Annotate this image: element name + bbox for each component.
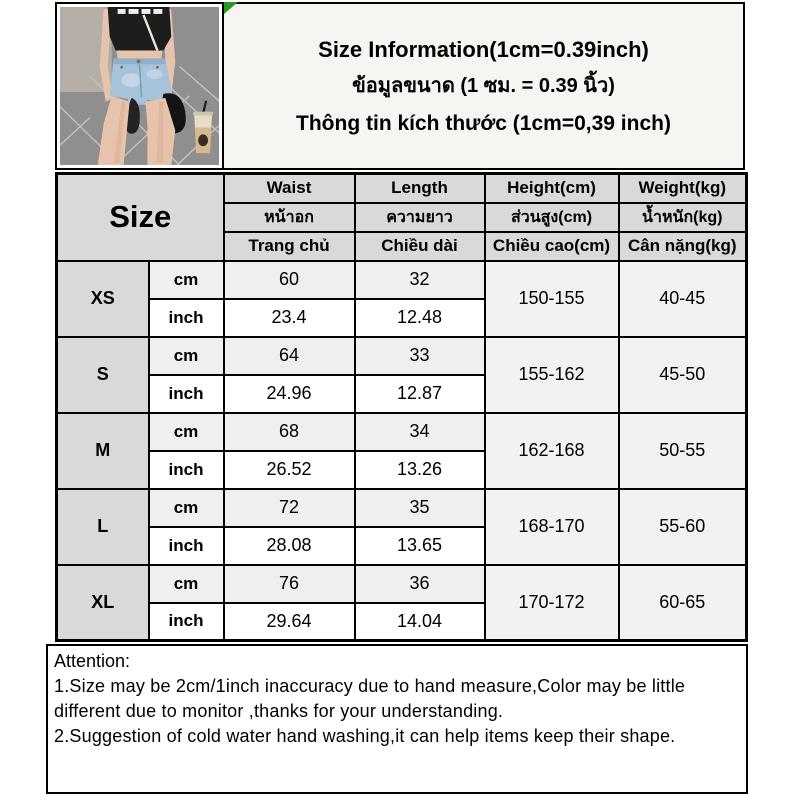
xl-waist-cm: 76 xyxy=(224,565,355,603)
size-info-title-cell xyxy=(224,4,743,168)
col-header-weight-vi: Cân nặng(kg) xyxy=(619,232,747,261)
attention-note-2: 2.Suggestion of cold water hand washing,it can help items keep their shape. xyxy=(54,726,676,746)
s-length-inch: 12.87 xyxy=(355,375,485,413)
col-header-weight-th: น้ำหนัก(kg) xyxy=(619,203,747,232)
l-waist-cm: 72 xyxy=(224,489,355,527)
product-photo xyxy=(60,7,219,165)
col-header-length-vi: Chiều dài xyxy=(355,232,485,261)
xs-height: 150-155 xyxy=(485,261,619,337)
page-title-en: Size Information(1cm=0.39inch) xyxy=(318,36,649,62)
unit-cell-cm: cm xyxy=(149,261,224,299)
xl-waist-inch: 29.64 xyxy=(224,603,355,641)
m-waist-cm: 68 xyxy=(224,413,355,451)
unit-cell-cm: cm xyxy=(149,337,224,375)
table-row-l-cm xyxy=(57,489,747,527)
xl-weight: 60-65 xyxy=(619,565,747,641)
l-waist-inch: 28.08 xyxy=(224,527,355,565)
xs-weight: 40-45 xyxy=(619,261,747,337)
unit-cell-inch: inch xyxy=(149,299,224,337)
size-table-container xyxy=(55,172,748,642)
unit-cell-inch: inch xyxy=(149,603,224,641)
col-header-waist-th: หน้าอก xyxy=(224,203,355,232)
size-cell-l: L xyxy=(57,489,149,565)
table-row-s-cm xyxy=(57,337,747,375)
s-waist-inch: 24.96 xyxy=(224,375,355,413)
s-height: 155-162 xyxy=(485,337,619,413)
size-table xyxy=(55,172,748,642)
unit-cell-inch: inch xyxy=(149,451,224,489)
xl-height: 170-172 xyxy=(485,565,619,641)
unit-cell-cm: cm xyxy=(149,489,224,527)
size-cell-s: S xyxy=(57,337,149,413)
unit-cell-inch: inch xyxy=(149,527,224,565)
title-block xyxy=(55,2,745,170)
m-height: 162-168 xyxy=(485,413,619,489)
s-waist-cm: 64 xyxy=(224,337,355,375)
m-length-inch: 13.26 xyxy=(355,451,485,489)
size-cell-xs: XS xyxy=(57,261,149,337)
col-header-length-en: Length xyxy=(355,174,485,203)
page-title-vi: Thông tin kích thước (1cm=0,39 inch) xyxy=(296,111,671,135)
table-row-m-cm xyxy=(57,413,747,451)
xs-length-inch: 12.48 xyxy=(355,299,485,337)
unit-cell-cm: cm xyxy=(149,565,224,603)
m-waist-inch: 26.52 xyxy=(224,451,355,489)
col-header-height-th: ส่วนสูง(cm) xyxy=(485,203,619,232)
col-header-height-en: Height(cm) xyxy=(485,174,619,203)
col-header-waist-vi: Trang chủ xyxy=(224,232,355,261)
xs-waist-inch: 23.4 xyxy=(224,299,355,337)
xs-length-cm: 32 xyxy=(355,261,485,299)
xl-length-inch: 14.04 xyxy=(355,603,485,641)
m-weight: 50-55 xyxy=(619,413,747,489)
xs-waist-cm: 60 xyxy=(224,261,355,299)
page-title-th: ข้อมูลขนาด (1 ซม. = 0.39 นิ้ว) xyxy=(352,74,615,97)
unit-cell-cm: cm xyxy=(149,413,224,451)
table-row-xs-cm xyxy=(57,261,747,299)
size-cell-m: M xyxy=(57,413,149,489)
xl-length-cm: 36 xyxy=(355,565,485,603)
l-length-inch: 13.65 xyxy=(355,527,485,565)
s-weight: 45-50 xyxy=(619,337,747,413)
m-length-cm: 34 xyxy=(355,413,485,451)
col-header-waist-en: Waist xyxy=(224,174,355,203)
table-row-xl-cm xyxy=(57,565,747,603)
s-length-cm: 33 xyxy=(355,337,485,375)
attention-box xyxy=(46,644,748,794)
product-photo-cell xyxy=(57,4,224,168)
col-header-height-vi: Chiều cao(cm) xyxy=(485,232,619,261)
green-corner-flag-icon xyxy=(224,2,238,14)
l-length-cm: 35 xyxy=(355,489,485,527)
size-header-label: Size xyxy=(57,174,224,261)
col-header-length-th: ความยาว xyxy=(355,203,485,232)
l-height: 168-170 xyxy=(485,489,619,565)
l-weight: 55-60 xyxy=(619,489,747,565)
attention-note-1: 1.Size may be 2cm/1inch inaccuracy due to hand measure,Color may be little different due to monitor ,thanks for your understanding. xyxy=(54,676,686,721)
unit-cell-inch: inch xyxy=(149,375,224,413)
attention-heading: Attention: xyxy=(54,651,131,671)
size-cell-xl: XL xyxy=(57,565,149,641)
col-header-weight-en: Weight(kg) xyxy=(619,174,747,203)
